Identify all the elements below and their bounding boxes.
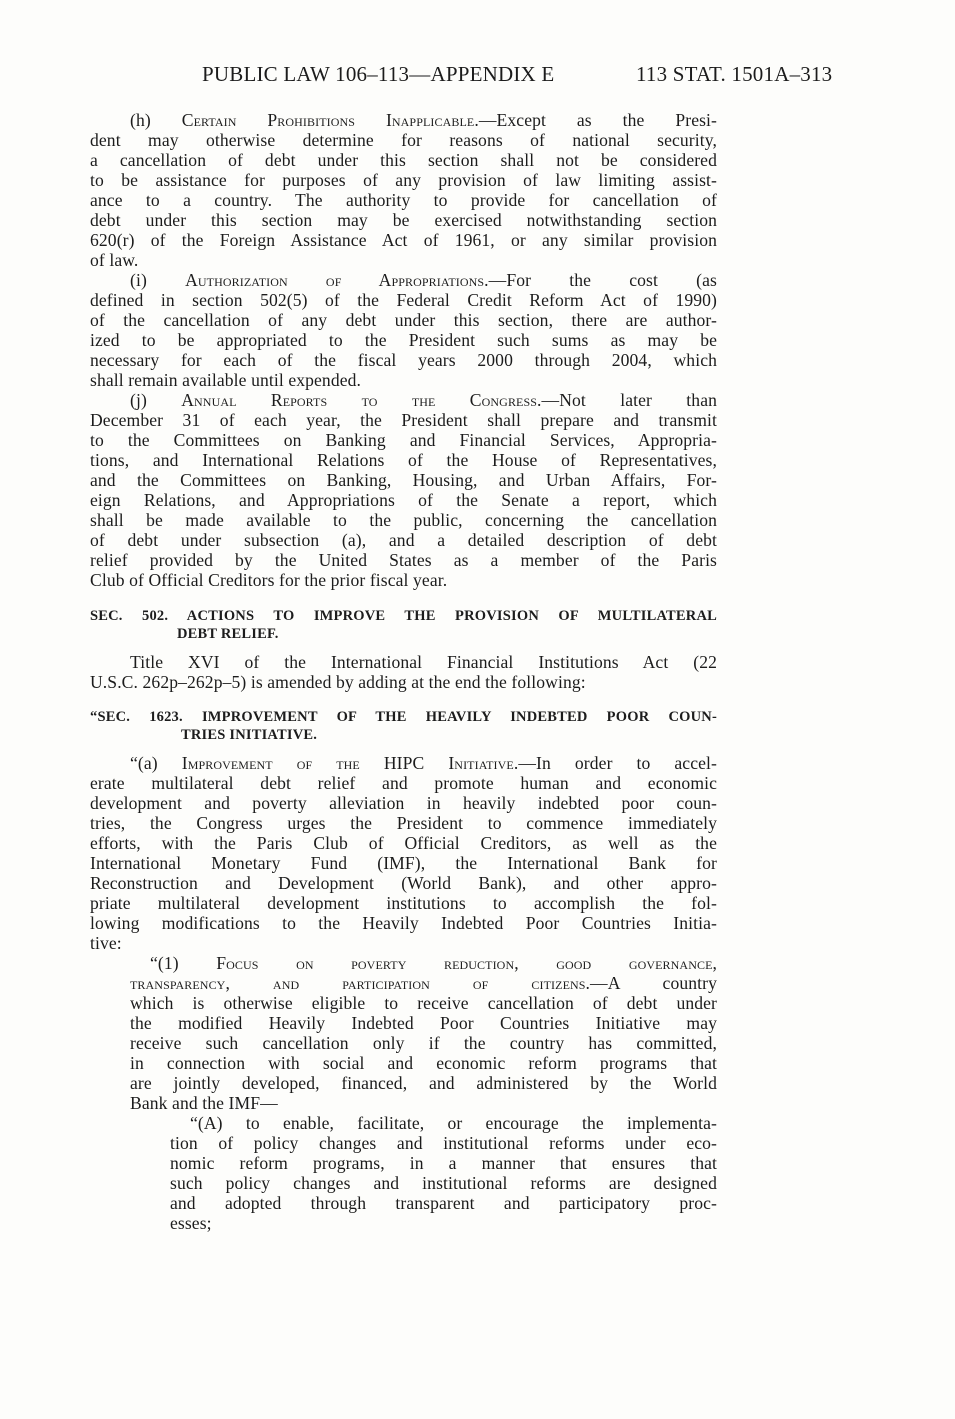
para-i-line: defined in section 502(5) of the Federal Credit Reform Act of 1990) <box>90 290 717 310</box>
running-head-title: PUBLIC LAW 106–113—APPENDIX E <box>202 62 555 86</box>
section-502-heading-continued: DEBT RELIEF. <box>177 626 279 642</box>
para-j-line: to the Committees on Banking and Financial Services, Appropria- <box>90 430 717 450</box>
para-h-line: 620(r) of the Foreign Assistance Act of 1961, or any similar provision <box>90 230 717 250</box>
para-1-line: the modified Heavily Indebted Poor Countries Initiative may <box>130 1013 717 1033</box>
para-h-line: a cancellation of debt under this section shall not be considered <box>90 150 717 170</box>
section-1623-heading: “SEC. 1623. IMPROVEMENT OF THE HEAVILY INDEBTED POOR COUN- <box>90 709 717 725</box>
para-a-line: priate multilateral development institutions to accomplish the fol- <box>90 893 717 913</box>
para-j-line: (j) Annual Reports to the Congress.—Not later than <box>130 390 717 410</box>
para-a-line: International Monetary Fund (IMF), the International Bank for <box>90 853 717 873</box>
para-j-line: and the Committees on Banking, Housing, and Urban Affairs, For- <box>90 470 717 490</box>
para-A-line: and adopted through transparent and participatory proc- <box>170 1193 717 1213</box>
para-i-line: (i) Authorization of Appropriations.—For the cost (as <box>130 270 717 290</box>
para-A-line: nomic reform programs, in a manner that ensures that <box>170 1153 717 1173</box>
para-h-line: debt under this section may be exercised notwithstanding section <box>90 210 717 230</box>
para-1-line: “(1) Focus on poverty reduction, good governance, <box>150 953 717 973</box>
para-a-line: efforts, with the Paris Club of Official Creditors, as well as the <box>90 833 717 853</box>
para-i-line: ized to be appropriated to the President such sums as may be <box>90 330 717 350</box>
para-A-line: “(A) to enable, facilitate, or encourage the implementa- <box>190 1113 717 1133</box>
para-h-line: dent may otherwise determine for reasons of national security, <box>90 130 717 150</box>
para-A-line: tion of policy changes and institutional reforms under eco- <box>170 1133 717 1153</box>
para-1-line: transparency, and participation of citizens.—A country <box>130 973 717 993</box>
para-1-line: receive such cancellation only if the country has committed, <box>130 1033 717 1053</box>
para-1-line: which is otherwise eligible to receive cancellation of debt under <box>130 993 717 1013</box>
running-head-page-number: 113 STAT. 1501A–313 <box>636 62 833 86</box>
para-j-line: of debt under subsection (a), and a detailed description of debt <box>90 530 717 550</box>
para-A-line: such policy changes and institutional reforms are designed <box>170 1173 717 1193</box>
para-i-line: of the cancellation of any debt under this section, there are author- <box>90 310 717 330</box>
para-j-line: eign Relations, and Appropriations of the Senate a report, which <box>90 490 717 510</box>
para-h-line: ance to a country. The authority to provide for cancellation of <box>90 190 717 210</box>
para-j-line: December 31 of each year, the President shall prepare and transmit <box>90 410 717 430</box>
para-a-line: Reconstruction and Development (World Bank), and other appro- <box>90 873 717 893</box>
section-1623-heading-continued: TRIES INITIATIVE. <box>181 727 318 743</box>
para-i-line: shall remain available until expended. <box>90 370 362 390</box>
para-a-line: “(a) Improvement of the HIPC Initiative.—In order to accel- <box>130 753 717 773</box>
para-j-line: relief provided by the United States as a member of the Paris <box>90 550 717 570</box>
para-a-line: tries, the Congress urges the President to commence immediately <box>90 813 717 833</box>
para-j-line: shall be made available to the public, concerning the cancellation <box>90 510 717 530</box>
para-j-line: tions, and International Relations of the House of Representatives, <box>90 450 717 470</box>
para-1-line: in connection with social and economic reform programs that <box>130 1053 717 1073</box>
section-502-heading: SEC. 502. ACTIONS TO IMPROVE THE PROVISION OF MULTILATERAL <box>90 608 717 624</box>
para-1-line: Bank and the IMF— <box>130 1093 278 1113</box>
para-a-line: tive: <box>90 933 122 953</box>
para-a-line: development and poverty alleviation in heavily indebted poor coun- <box>90 793 717 813</box>
para-a-line: erate multilateral debt relief and promote human and economic <box>90 773 717 793</box>
para-a-line: lowing modifications to the Heavily Indebted Poor Countries Initia- <box>90 913 717 933</box>
section-502-body-line: Title XVI of the International Financial Institutions Act (22 <box>130 652 717 672</box>
para-h-line: (h) Certain Prohibitions Inapplicable.—Except as the Presi- <box>130 110 717 130</box>
section-502-body-line: U.S.C. 262p–262p–5) is amended by adding at the end the following: <box>90 672 586 692</box>
para-A-line: esses; <box>170 1213 212 1233</box>
para-1-line: are jointly developed, financed, and administered by the World <box>130 1073 717 1093</box>
para-i-line: necessary for each of the fiscal years 2000 through 2004, which <box>90 350 717 370</box>
para-h-line: to be assistance for purposes of any provision of law limiting assist- <box>90 170 717 190</box>
para-j-line: Club of Official Creditors for the prior fiscal year. <box>90 570 448 590</box>
para-h-line: of law. <box>90 250 139 270</box>
